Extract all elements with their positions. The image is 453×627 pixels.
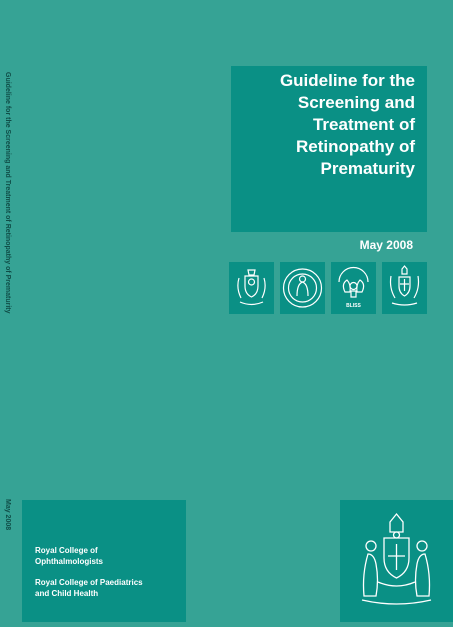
spine-date: May 2008 xyxy=(4,499,11,531)
publisher-line: and Child Health xyxy=(35,589,99,598)
circular-seal-icon xyxy=(280,262,325,314)
logo-coat-of-arms-1 xyxy=(229,262,274,314)
bliss-label: BLISS xyxy=(346,303,361,309)
publisher-rcpch xyxy=(35,577,175,599)
publication-date: May 2008 xyxy=(359,238,413,252)
logo-bliss xyxy=(331,262,376,314)
college-crest-panel xyxy=(340,500,453,622)
publishers-panel xyxy=(22,500,186,622)
title-panel xyxy=(231,66,427,232)
logo-coat-of-arms-2 xyxy=(382,262,427,314)
coat-of-arms-icon xyxy=(229,262,274,314)
publisher-line: Royal College of xyxy=(35,546,98,555)
college-crest-icon xyxy=(340,500,453,622)
title-line: Retinopathy of xyxy=(296,137,415,156)
title-line: Treatment of xyxy=(312,115,415,134)
title-line: Guideline for the xyxy=(279,71,415,90)
cover-title xyxy=(235,70,415,180)
title-line: Prematurity xyxy=(320,159,415,178)
logo-circular-seal xyxy=(280,262,325,314)
spine-title: Guideline for the Screening and Treatment of Retinopathy of Prematurity xyxy=(4,72,11,314)
title-line: Screening and xyxy=(297,93,415,112)
publisher-line: Ophthalmologists xyxy=(35,557,103,566)
partner-logos xyxy=(229,262,427,314)
publisher-line: Royal College of Paediatrics xyxy=(35,578,143,587)
coat-of-arms-icon xyxy=(382,262,427,314)
spine xyxy=(0,0,22,622)
publisher-rco xyxy=(35,545,175,567)
